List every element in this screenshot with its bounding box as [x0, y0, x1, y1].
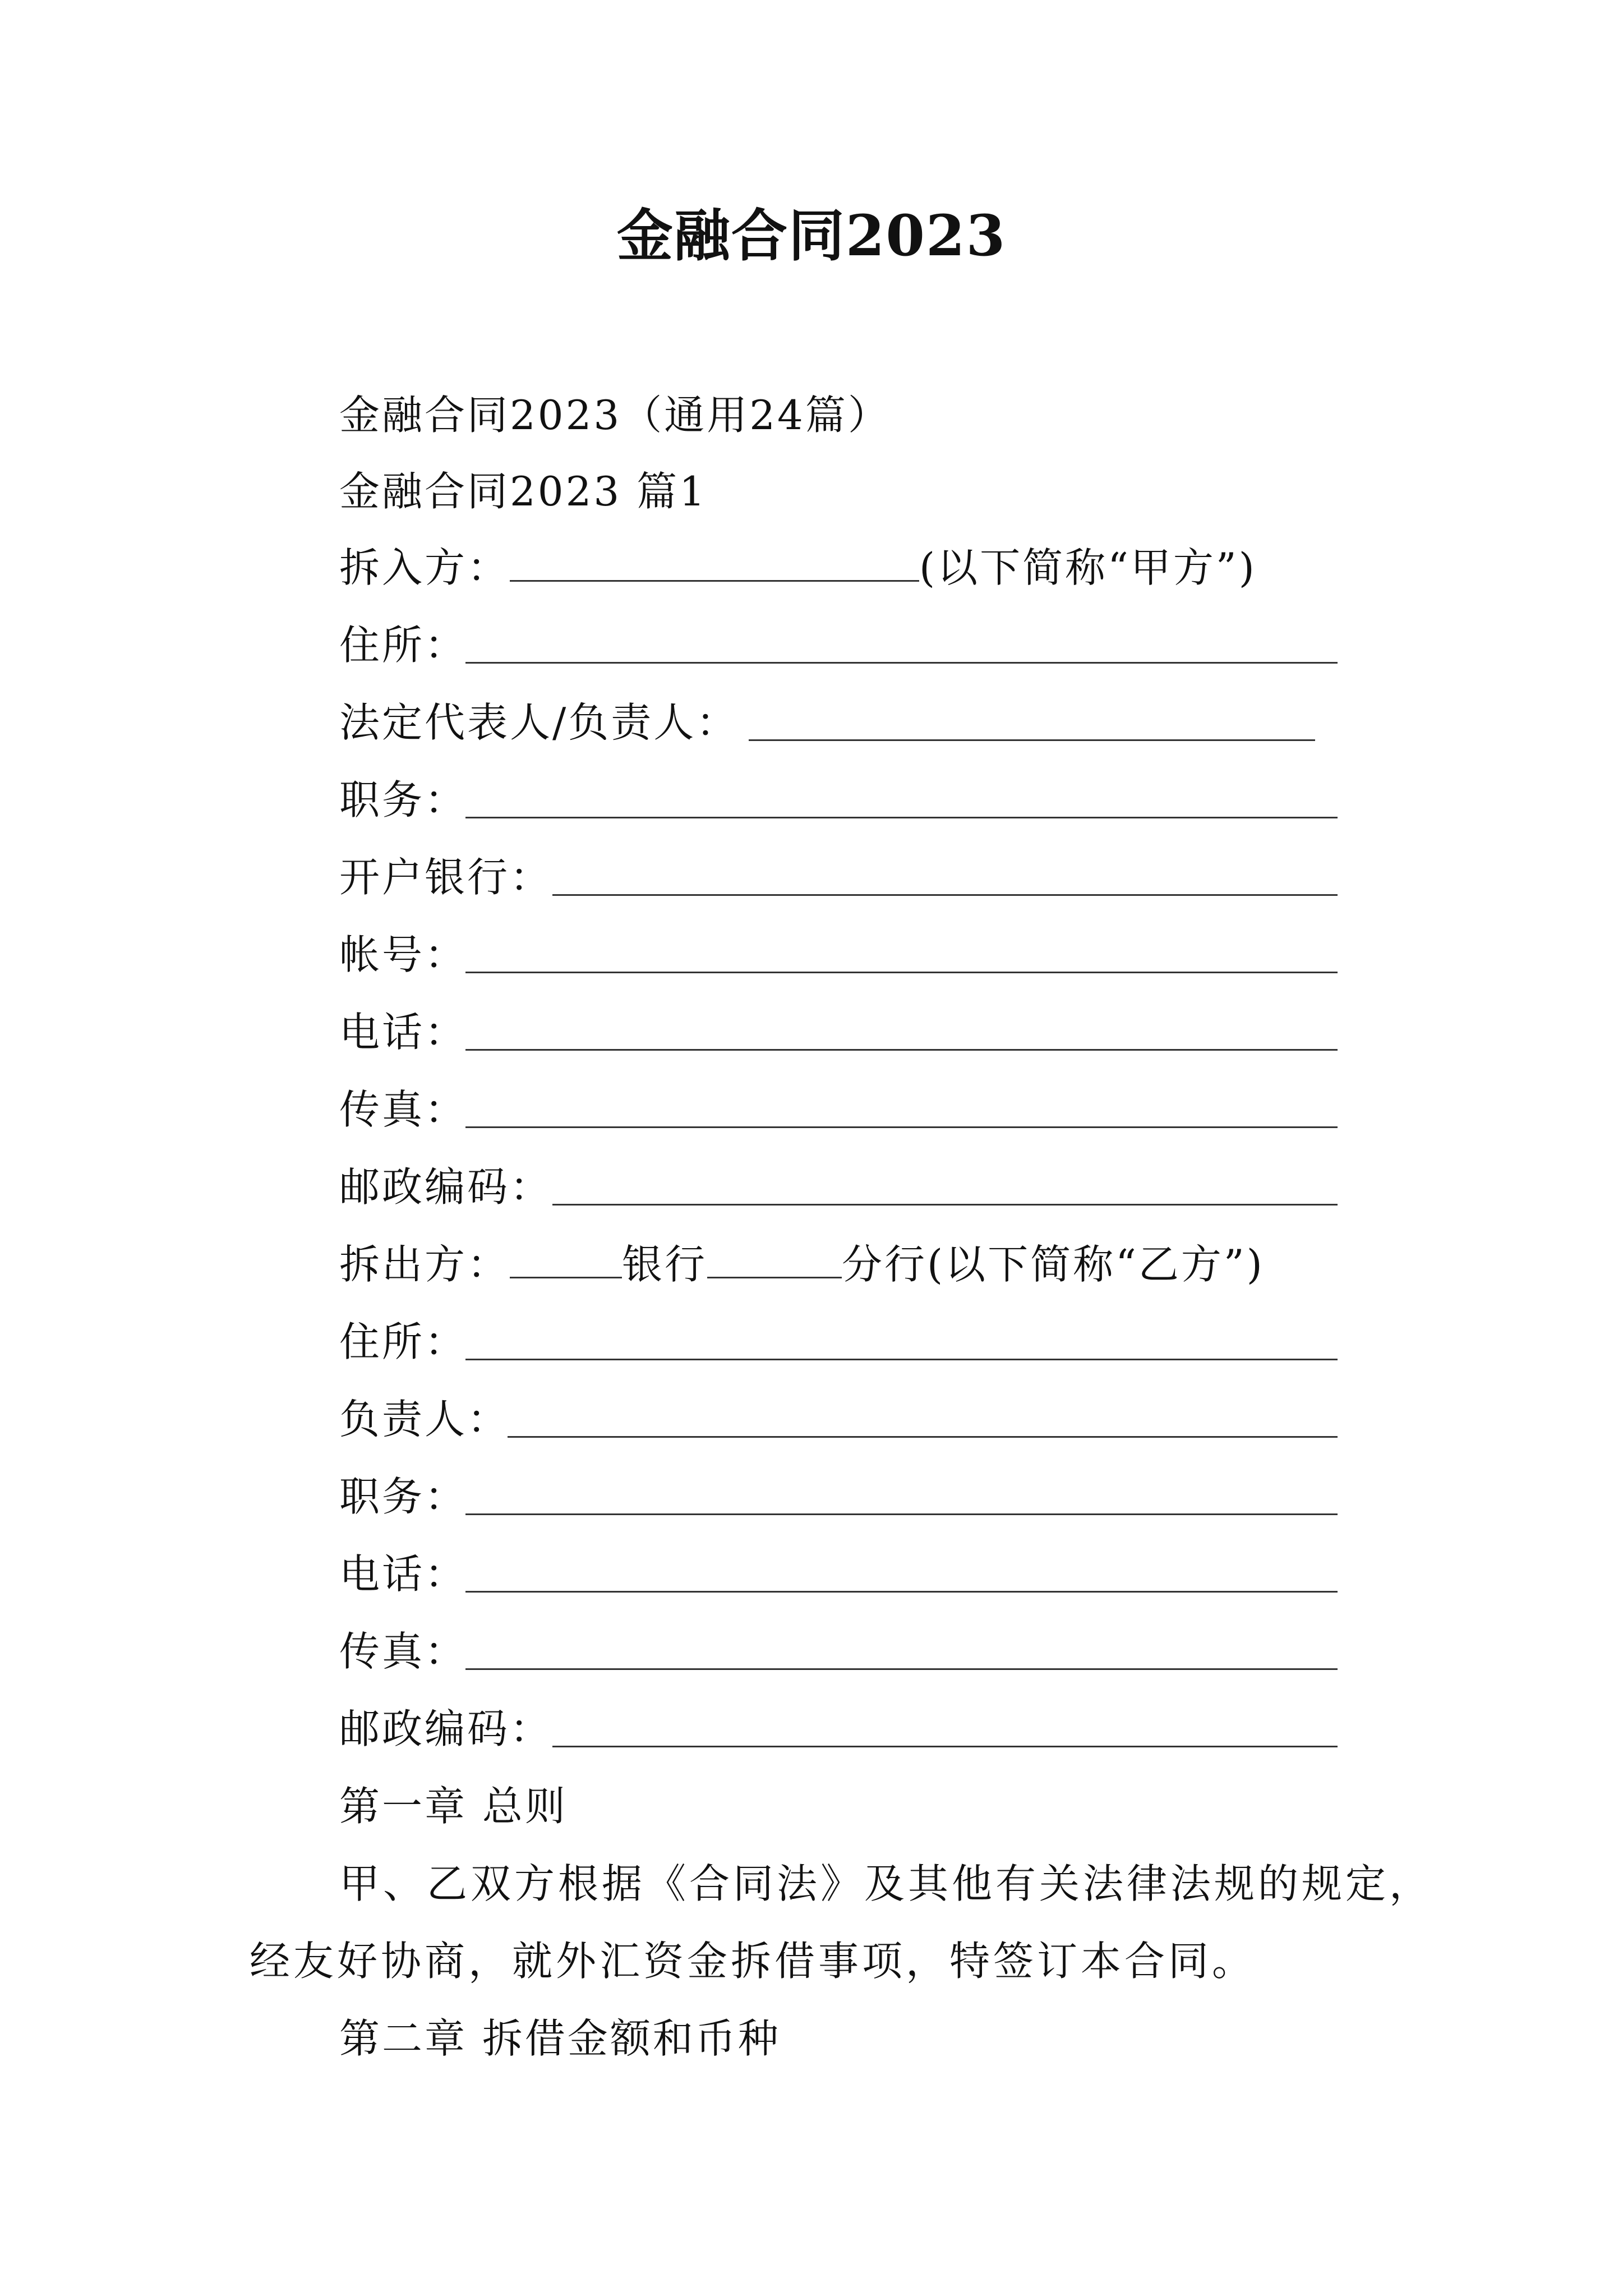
party-a-position-label: 职务： — [339, 776, 468, 823]
party-b-fax-blank[interactable] — [465, 1668, 1338, 1670]
party-a-name-suffix: (以下简称“甲方”) — [919, 544, 1257, 591]
party-a-name-row — [339, 540, 1257, 596]
party-a-legal-rep-blank[interactable] — [749, 739, 1315, 741]
party-a-name-blank[interactable] — [510, 541, 919, 582]
chapter1-heading: 第一章 总则 — [339, 1783, 568, 1830]
document-subtitle: 金融合同2023（通用24篇） — [339, 392, 891, 439]
party-b-phone-blank[interactable] — [465, 1591, 1338, 1593]
party-b-address-blank[interactable] — [465, 1359, 1338, 1360]
party-b-bank-word: 银行 — [622, 1241, 708, 1288]
party-b-position-blank[interactable] — [465, 1513, 1338, 1515]
party-a-address-blank[interactable] — [465, 662, 1338, 664]
party-b-principal-label: 负责人： — [339, 1396, 510, 1443]
party-b-bank-blank[interactable] — [510, 1237, 622, 1278]
chapter1-paragraph-line2: 经友好协商，就外汇资金拆借事项，特签订本合同。 — [250, 1938, 1256, 1985]
party-b-phone-label: 电话： — [339, 1550, 468, 1598]
party-b-fax-label: 传真： — [339, 1628, 468, 1675]
party-a-name-label: 拆入方： — [339, 544, 510, 591]
party-b-principal-blank[interactable] — [508, 1436, 1338, 1438]
party-a-postcode-label: 邮政编码： — [339, 1163, 553, 1211]
party-a-postcode-blank[interactable] — [552, 1204, 1338, 1205]
chapter1-paragraph-line1: 甲、乙双方根据《合同法》及其他有关法律法规的规定， — [339, 1860, 1433, 1907]
party-b-branch-suffix: 分行(以下简称“乙方”) — [842, 1241, 1265, 1288]
document-title: 金融合同2023 — [616, 203, 1007, 269]
party-b-postcode-blank[interactable] — [552, 1746, 1338, 1747]
party-a-account-blank[interactable] — [465, 972, 1338, 973]
party-a-position-blank[interactable] — [465, 817, 1338, 818]
party-b-address-label: 住所： — [339, 1318, 468, 1365]
party-b-position-label: 职务： — [339, 1473, 468, 1520]
party-b-branch-blank[interactable] — [707, 1237, 842, 1278]
party-a-phone-label: 电话： — [339, 1009, 468, 1056]
party-a-fax-blank[interactable] — [465, 1126, 1338, 1128]
party-a-bank-label: 开户银行： — [339, 854, 553, 901]
party-a-phone-blank[interactable] — [465, 1049, 1338, 1051]
party-a-bank-blank[interactable] — [552, 894, 1338, 896]
party-a-account-label: 帐号： — [339, 931, 468, 978]
party-a-legal-rep-label: 法定代表人/负责人： — [339, 699, 739, 746]
party-b-postcode-label: 邮政编码： — [339, 1705, 553, 1752]
party-b-name-row — [339, 1236, 1265, 1292]
party-a-fax-label: 传真： — [339, 1086, 468, 1133]
party-b-name-label: 拆出方： — [339, 1241, 510, 1288]
party-a-address-label: 住所： — [339, 622, 468, 669]
chapter2-heading: 第二章 拆借金额和币种 — [339, 2015, 781, 2062]
section-heading: 金融合同2023 篇1 — [339, 468, 707, 515]
